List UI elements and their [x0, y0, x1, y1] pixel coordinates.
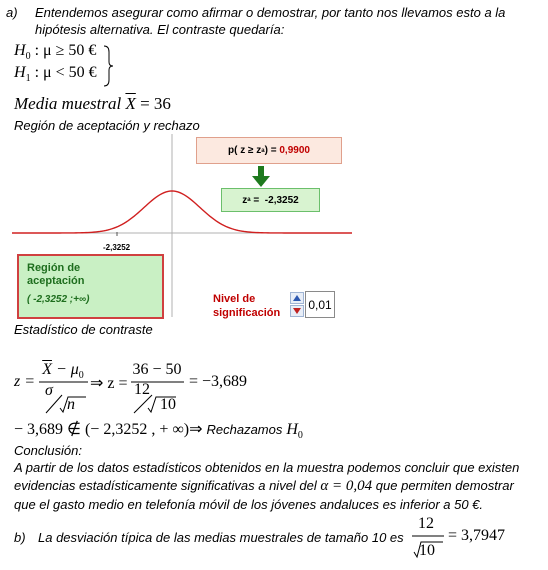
- hypotheses-brace: [102, 44, 114, 88]
- prob-label: p( z ≥ z: [228, 145, 262, 156]
- za-equals: =: [250, 194, 265, 206]
- implies-z: ⇒ z =: [90, 375, 128, 392]
- conclusion-line-3: que el gasto medio en telefonía móvil de los jóvenes andaluces es inferior a 50 €.: [14, 497, 484, 512]
- formula-numerator-2: 36 − 50: [132, 361, 182, 378]
- alpha-value-field[interactable]: 0,01: [305, 291, 335, 318]
- acceptance-region-box: [17, 254, 164, 319]
- h0-relation: : μ ≥ 50 €: [34, 42, 97, 59]
- rejection-text: Rechazamos: [206, 422, 283, 437]
- rejection-implies: ⇒: [189, 421, 203, 438]
- axis-tick-label: -2,3252: [103, 243, 131, 252]
- num-mu-subscript: 0: [78, 370, 84, 382]
- alpha-increment-button[interactable]: [290, 292, 304, 304]
- triangle-up-icon: [293, 295, 301, 301]
- part-a-line-1: Entendemos asegurar como afirmar o demostrar, por tanto nos llevamos esto a la: [35, 5, 506, 20]
- za-subscript: a: [247, 197, 251, 203]
- sample-mean-label: Media muestral: [14, 94, 122, 113]
- significance-label-line2: significación: [213, 307, 281, 319]
- acceptance-title-line1: Región de: [27, 262, 81, 274]
- prob-equals: ) =: [264, 145, 277, 156]
- part-b-denominator: 10: [419, 542, 435, 559]
- triangle-down-icon: [293, 308, 301, 314]
- hypothesis-h0: [14, 42, 96, 62]
- significance-label: [213, 292, 280, 320]
- den2-ten: 10: [160, 396, 176, 413]
- den-n-value: n: [67, 396, 75, 413]
- h0-subscript: 0: [25, 51, 31, 63]
- h1-symbol: H: [14, 64, 26, 81]
- statistic-title: Estadístico de contraste: [14, 322, 153, 337]
- h1-relation: : μ < 50 €: [34, 64, 97, 81]
- den-sigma: σ: [45, 382, 53, 399]
- conclusion-alpha: α = 0,04: [320, 478, 373, 494]
- part-b-text: La desviación típica de las medias muestrales de tamaño 10 es: [38, 530, 404, 545]
- alpha-decrement-button[interactable]: [290, 305, 304, 317]
- formula-z: z =: [14, 373, 36, 390]
- part-b-result: = 3,7947: [448, 527, 506, 544]
- hypothesis-h1: [14, 64, 97, 84]
- h1-subscript: 1: [25, 73, 31, 85]
- rejection-h-subscript: 0: [297, 430, 303, 442]
- conclusion-line-1: A partir de los datos estadísticos obtenidos en la muestra podemos concluir que existen: [14, 460, 520, 475]
- num-minus-mu: − μ: [51, 361, 79, 378]
- h0-symbol: H: [14, 42, 26, 59]
- conclusion-line-2a: evidencias estadísticamente significativas a nivel del: [14, 478, 317, 493]
- significance-label-line1: Nivel de: [213, 293, 256, 305]
- num-xbar: $\overline{X}$: [42, 361, 52, 378]
- za-value: -2,3252: [264, 194, 299, 206]
- down-arrow-icon: [252, 166, 270, 188]
- acceptance-interval: ( -2,3252 ;+∞): [27, 294, 90, 305]
- part-b-numerator: 12: [418, 515, 434, 532]
- conclusion-line-2: [14, 478, 514, 495]
- formula-numerator-1: [39, 361, 87, 381]
- probability-box: [196, 137, 342, 164]
- za-label: z: [242, 194, 248, 206]
- rejection-line: [14, 419, 303, 441]
- acceptance-title-line2: aceptación: [27, 275, 85, 287]
- prob-value: 0,9900: [279, 145, 310, 156]
- za-box: [221, 188, 320, 212]
- formula-implies-1: [90, 373, 128, 393]
- part-a-line-2: hipótesis alternativa. El contraste quedaría:: [35, 22, 285, 37]
- sample-mean-value: = 36: [140, 94, 171, 113]
- sample-mean: [14, 94, 171, 114]
- rejection-h: H: [286, 421, 298, 438]
- formula-result: = −3,689: [189, 373, 248, 390]
- rejection-interval-check: − 3,689 ∉ (− 2,3252 , + ∞): [14, 421, 190, 438]
- part-b-marker: b): [14, 530, 26, 545]
- conclusion-line-2b: que permiten demostrar: [375, 478, 514, 493]
- part-a-marker: a): [6, 5, 18, 20]
- conclusion-title: Conclusión:: [14, 443, 82, 458]
- region-title: Región de aceptación y rechazo: [14, 118, 200, 133]
- sample-mean-xbar: $\overline{X}$: [125, 94, 136, 113]
- prob-subscript: a: [261, 147, 265, 154]
- den2-twelve: 12: [134, 381, 150, 398]
